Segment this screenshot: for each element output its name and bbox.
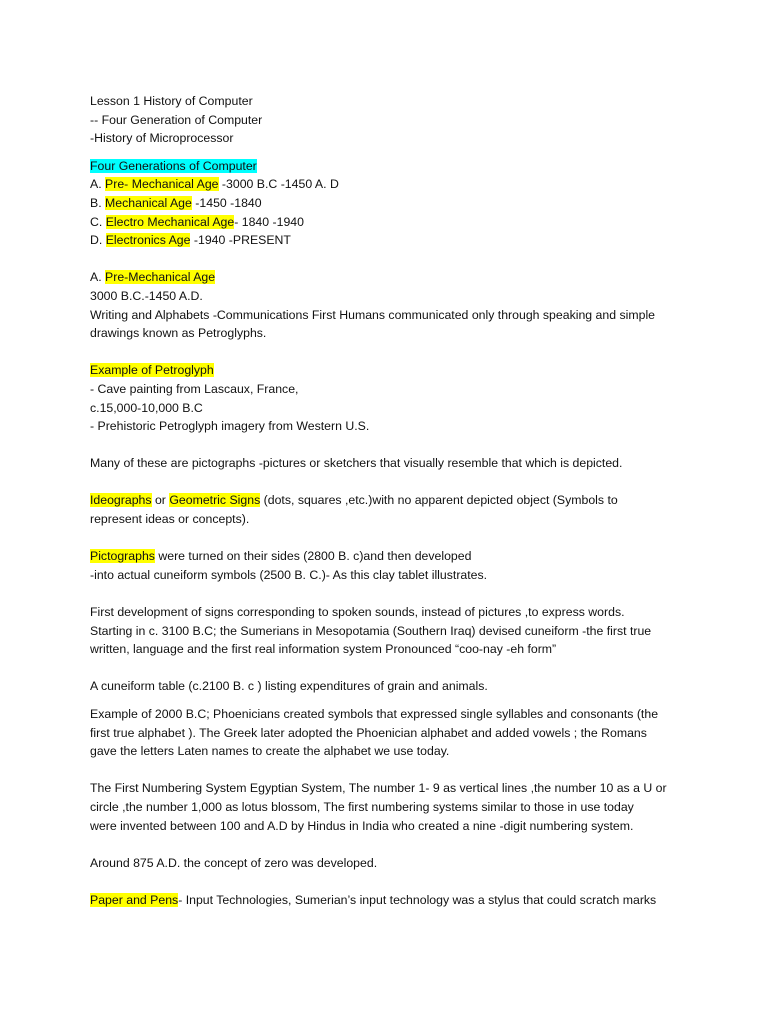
document-body — [90, 92, 690, 910]
generations-heading-line — [90, 157, 690, 176]
pre-mechanical-para-line-1: Writing and Alphabets -Communications First Humans communicated only through speaking and simple — [90, 307, 656, 322]
numbering-para-line-1: The First Numbering System Egyptian System, The number 1- 9 as vertical lines ,the number 10 as a U or — [90, 781, 667, 796]
spacer — [90, 529, 690, 548]
generation-item-d — [90, 231, 690, 250]
spacer — [90, 250, 690, 269]
ideographs-text: (dots, squares ,etc.)with no apparent depicted object (Symbols to — [260, 493, 618, 508]
petroglyph-heading: Example of Petroglyph — [90, 363, 214, 378]
ideographs-line-1 — [90, 491, 690, 510]
spacer — [90, 696, 690, 705]
generation-dates: -3000 B.C -1450 A. D — [218, 177, 339, 192]
generation-prefix: B. — [90, 195, 106, 210]
numbering-para-line-3: were invented between 100 and A.D by Hindus in India who created a nine -digit numbering system. — [90, 818, 634, 833]
pre-mechanical-para-line-2: drawings known as Petroglyphs. — [90, 326, 267, 341]
ideographs-label: Ideographs — [90, 493, 152, 508]
paper-pens-label: Paper and Pens — [90, 892, 179, 907]
signs-para-line-2: Starting in c. 3100 B.C; the Sumerians in Mesopotamia (Southern Iraq) devised cuneiform -the first true — [90, 623, 652, 638]
ideographs-joiner: or — [151, 493, 170, 508]
generation-prefix: D. — [90, 233, 106, 248]
pictographs-line-1 — [90, 547, 690, 566]
generation-label: Electronics Age — [105, 233, 191, 248]
spacer — [90, 148, 690, 157]
pictographs-label: Pictographs — [90, 549, 155, 564]
phoenician-para-line-2: first true alphabet ). The Greek later adopted the Phoenician alphabet and added vowels ; the Romans — [90, 725, 647, 740]
signs-para-line-3: written, language and the first real information system Pronounced “coo-nay -eh form” — [90, 642, 557, 657]
generation-prefix: A. — [90, 177, 106, 192]
pre-mechanical-heading-line — [90, 268, 690, 287]
generation-dates: -1940 -PRESENT — [190, 233, 291, 248]
spacer — [90, 872, 690, 891]
pictographs-note: Many of these are pictographs -pictures or sketchers that visually resemble that which is depicted. — [90, 456, 623, 471]
pictographs-line-2: -into actual cuneiform symbols (2500 B. C.)- As this clay tablet illustrates. — [90, 567, 488, 582]
generation-item-a — [90, 175, 690, 194]
cuneiform-table-note: A cuneiform table (c.2100 B. c ) listing expenditures of grain and animals. — [90, 679, 488, 694]
generation-prefix: C. — [90, 214, 106, 229]
pre-mechanical-heading: Pre-Mechanical Age — [105, 270, 216, 285]
generation-dates: -1450 -1840 — [191, 195, 262, 210]
spacer — [90, 436, 690, 455]
geometric-signs-label: Geometric Signs — [169, 493, 261, 508]
header-line-3: -History of Microprocessor — [90, 131, 234, 146]
generation-label: Pre- Mechanical Age — [105, 177, 219, 192]
ideographs-line-2: represent ideas or concepts). — [90, 512, 250, 527]
spacer — [90, 473, 690, 492]
petroglyph-line-3: - Prehistoric Petroglyph imagery from Western U.S. — [90, 419, 370, 434]
generation-item-c — [90, 213, 690, 232]
signs-para-line-1: First development of signs corresponding to spoken sounds, instead of pictures ,to express words. — [90, 605, 625, 620]
pictographs-text: were turned on their sides (2800 B. c)and then developed — [154, 549, 472, 564]
phoenician-para-line-3: gave the letters Laten names to create the alphabet we use today. — [90, 744, 450, 759]
generation-label: Mechanical Age — [105, 195, 192, 210]
zero-note: Around 875 A.D. the concept of zero was developed. — [90, 855, 378, 870]
pre-mechanical-prefix: A. — [90, 270, 106, 285]
generation-label: Electro Mechanical Age — [105, 214, 235, 229]
paper-pens-text: - Input Technologies, Sumerian’s input technology was a stylus that could scratch marks — [178, 892, 657, 907]
petroglyph-line-2: c.15,000-10,000 B.C — [90, 400, 203, 415]
spacer — [90, 584, 690, 603]
generation-dates: - 1840 -1940 — [234, 214, 304, 229]
phoenician-para-line-1: Example of 2000 B.C; Phoenicians created symbols that expressed single syllables and consonants (the — [90, 707, 659, 721]
spacer — [90, 343, 690, 362]
petroglyph-line-1: - Cave painting from Lascaux, France, — [90, 381, 299, 396]
petroglyph-heading-line — [90, 361, 690, 380]
spacer — [90, 761, 690, 780]
pre-mechanical-dates: 3000 B.C.-1450 A.D. — [90, 288, 203, 303]
spacer — [90, 659, 690, 678]
spacer — [90, 835, 690, 854]
generation-item-b — [90, 194, 690, 213]
paper-pens-line — [90, 891, 690, 910]
header-line-1: Lesson 1 History of Computer — [90, 94, 253, 108]
numbering-para-line-2: circle ,the number 1,000 as lotus blossom, The first numbering systems similar to those in use today — [90, 799, 634, 814]
generations-heading: Four Generations of Computer — [90, 158, 257, 173]
header-line-2: -- Four Generation of Computer — [90, 112, 263, 127]
